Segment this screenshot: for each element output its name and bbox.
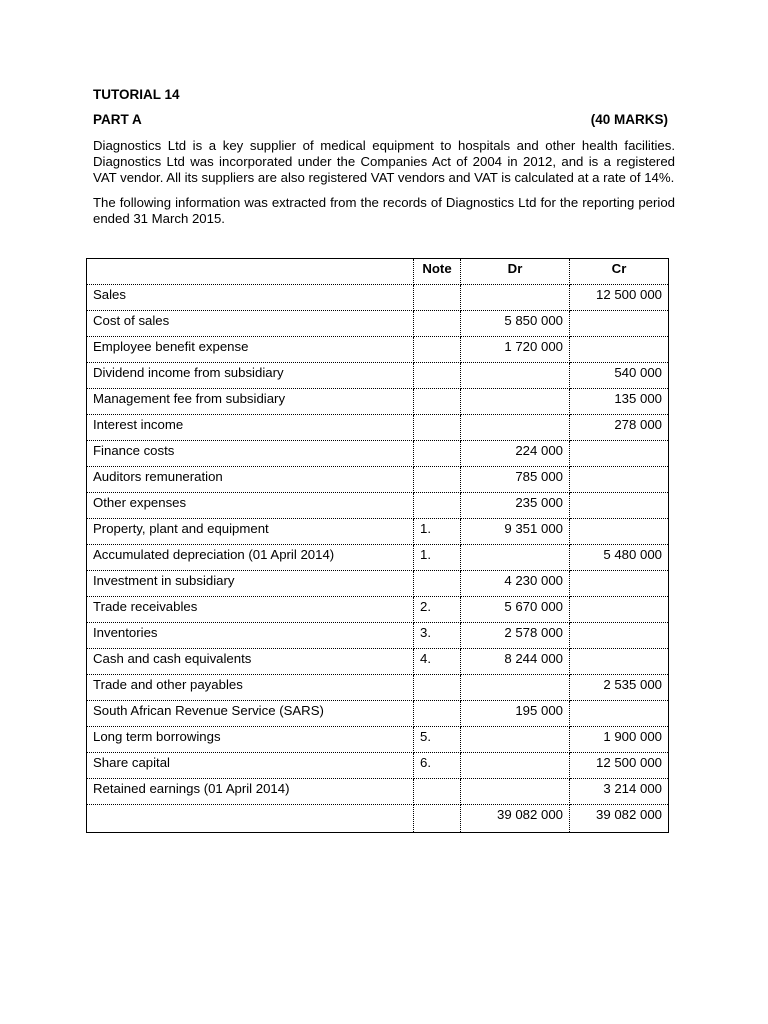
row-cr-cell — [570, 597, 669, 623]
row-cr-cell: 12 500 000 — [570, 753, 669, 779]
row-cr-cell: 278 000 — [570, 415, 669, 441]
row-item-cell: Interest income — [87, 415, 414, 441]
table-row — [87, 311, 669, 337]
row-item-cell: Share capital — [87, 753, 414, 779]
row-dr-cell: 4 230 000 — [461, 571, 570, 597]
row-note-cell: 1. — [414, 519, 461, 545]
row-note-cell — [414, 675, 461, 701]
row-note-cell — [414, 467, 461, 493]
row-item-cell: Sales — [87, 285, 414, 311]
tutorial-title: TUTORIAL 14 — [93, 87, 180, 102]
row-cr-cell: 135 000 — [570, 389, 669, 415]
row-note-cell — [414, 805, 461, 833]
header-dr: Dr — [461, 259, 570, 285]
row-item-cell: Inventories — [87, 623, 414, 649]
row-item-cell: Employee benefit expense — [87, 337, 414, 363]
row-note-cell: 3. — [414, 623, 461, 649]
header-note: Note — [414, 259, 461, 285]
row-note-cell — [414, 389, 461, 415]
row-note-cell: 1. — [414, 545, 461, 571]
row-item-cell: Dividend income from subsidiary — [87, 363, 414, 389]
row-dr-cell — [461, 779, 570, 805]
row-item-cell: Retained earnings (01 April 2014) — [87, 779, 414, 805]
row-dr-cell — [461, 675, 570, 701]
row-dr-cell: 224 000 — [461, 441, 570, 467]
trial-balance-table — [86, 258, 669, 833]
info-paragraph: The following information was extracted from the records of Diagnostics Ltd for the reporting period ended 31 March 2015. — [93, 195, 675, 226]
table-body — [87, 285, 669, 833]
table-row — [87, 519, 669, 545]
intro-paragraph: Diagnostics Ltd is a key supplier of medical equipment to hospitals and other health facilities. Diagnostics Ltd was incorporated under the Companies Act of 2004 in 2012, and is a registered VAT vendor. All its suppliers are also registered VAT vendors and VAT is calculated at a rate of 14%. — [93, 138, 675, 185]
row-dr-cell: 1 720 000 — [461, 337, 570, 363]
row-note-cell — [414, 311, 461, 337]
table-row — [87, 389, 669, 415]
row-cr-cell: 12 500 000 — [570, 285, 669, 311]
row-dr-cell: 39 082 000 — [461, 805, 570, 833]
row-cr-cell — [570, 519, 669, 545]
row-note-cell — [414, 337, 461, 363]
row-cr-cell: 3 214 000 — [570, 779, 669, 805]
table-row — [87, 779, 669, 805]
table-row — [87, 493, 669, 519]
row-item-cell: Long term borrowings — [87, 727, 414, 753]
row-item-cell: Trade receivables — [87, 597, 414, 623]
row-item-cell — [87, 805, 414, 833]
row-dr-cell: 5 850 000 — [461, 311, 570, 337]
table-row — [87, 623, 669, 649]
row-dr-cell — [461, 727, 570, 753]
marks-label: (40 MARKS) — [590, 112, 668, 127]
row-item-cell: Auditors remuneration — [87, 467, 414, 493]
row-dr-cell: 785 000 — [461, 467, 570, 493]
table-row — [87, 363, 669, 389]
row-item-cell: Trade and other payables — [87, 675, 414, 701]
table-row — [87, 753, 669, 779]
header-item — [87, 259, 414, 285]
part-label: PART A — [93, 112, 142, 127]
row-item-cell: Cost of sales — [87, 311, 414, 337]
row-note-cell — [414, 441, 461, 467]
table-row — [87, 285, 669, 311]
table-row — [87, 467, 669, 493]
row-cr-cell — [570, 701, 669, 727]
row-item-cell: Accumulated depreciation (01 April 2014) — [87, 545, 414, 571]
row-note-cell — [414, 285, 461, 311]
table-header-row — [87, 259, 669, 285]
row-dr-cell: 195 000 — [461, 701, 570, 727]
row-dr-cell: 235 000 — [461, 493, 570, 519]
row-item-cell: Management fee from subsidiary — [87, 389, 414, 415]
header-cr: Cr — [570, 259, 669, 285]
row-dr-cell — [461, 363, 570, 389]
row-cr-cell — [570, 441, 669, 467]
row-note-cell — [414, 571, 461, 597]
row-item-cell: Finance costs — [87, 441, 414, 467]
row-note-cell — [414, 779, 461, 805]
row-cr-cell: 2 535 000 — [570, 675, 669, 701]
table-row — [87, 597, 669, 623]
row-cr-cell — [570, 493, 669, 519]
row-item-cell: South African Revenue Service (SARS) — [87, 701, 414, 727]
part-header — [93, 111, 675, 129]
row-dr-cell — [461, 389, 570, 415]
row-cr-cell: 39 082 000 — [570, 805, 669, 833]
row-cr-cell: 1 900 000 — [570, 727, 669, 753]
row-note-cell — [414, 493, 461, 519]
table-row — [87, 701, 669, 727]
row-cr-cell — [570, 311, 669, 337]
row-cr-cell: 5 480 000 — [570, 545, 669, 571]
row-cr-cell — [570, 571, 669, 597]
row-cr-cell — [570, 649, 669, 675]
row-note-cell: 6. — [414, 753, 461, 779]
row-dr-cell — [461, 545, 570, 571]
table-row — [87, 441, 669, 467]
row-cr-cell — [570, 467, 669, 493]
row-item-cell: Cash and cash equivalents — [87, 649, 414, 675]
row-note-cell: 4. — [414, 649, 461, 675]
table-row — [87, 675, 669, 701]
row-dr-cell: 2 578 000 — [461, 623, 570, 649]
row-dr-cell — [461, 753, 570, 779]
row-dr-cell: 9 351 000 — [461, 519, 570, 545]
table-row — [87, 571, 669, 597]
row-dr-cell — [461, 415, 570, 441]
table-row — [87, 415, 669, 441]
row-note-cell — [414, 363, 461, 389]
row-cr-cell — [570, 623, 669, 649]
table-row — [87, 649, 669, 675]
row-dr-cell — [461, 285, 570, 311]
table-row — [87, 545, 669, 571]
row-dr-cell: 5 670 000 — [461, 597, 570, 623]
row-item-cell: Investment in subsidiary — [87, 571, 414, 597]
row-note-cell — [414, 415, 461, 441]
table-row — [87, 727, 669, 753]
row-item-cell: Other expenses — [87, 493, 414, 519]
table-row — [87, 337, 669, 363]
row-cr-cell — [570, 337, 669, 363]
document-page — [93, 86, 675, 227]
row-note-cell: 5. — [414, 727, 461, 753]
row-note-cell: 2. — [414, 597, 461, 623]
row-cr-cell: 540 000 — [570, 363, 669, 389]
table-row — [87, 805, 669, 833]
row-note-cell — [414, 701, 461, 727]
row-item-cell: Property, plant and equipment — [87, 519, 414, 545]
row-dr-cell: 8 244 000 — [461, 649, 570, 675]
